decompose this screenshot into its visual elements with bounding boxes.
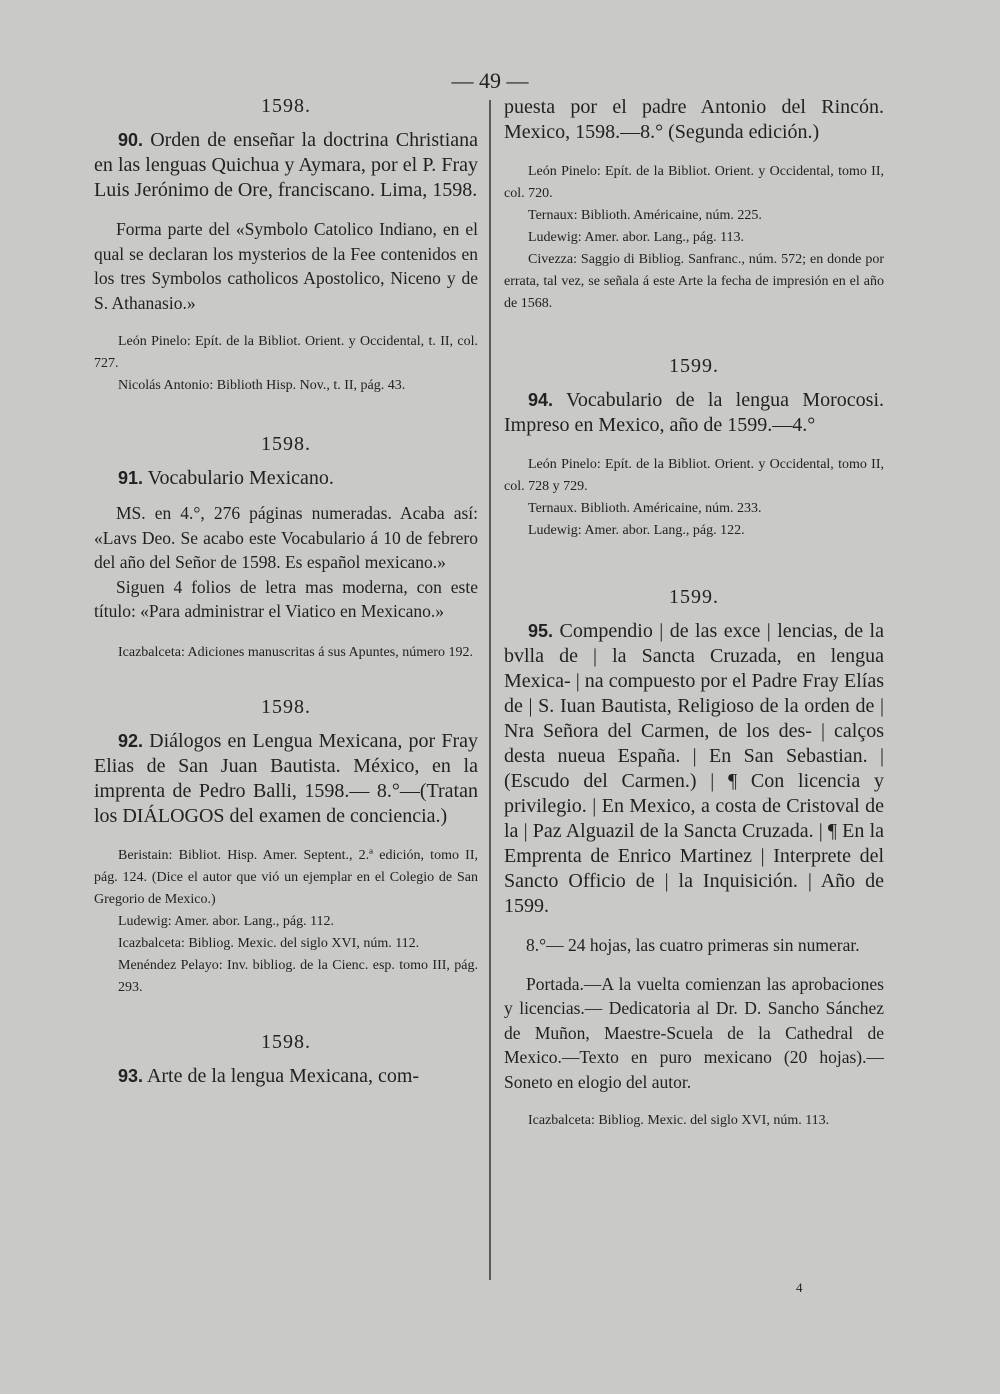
reference: Ludewig: Amer. abor. Lang., pág. 122. (528, 523, 745, 538)
entry-title: Compendio | de las exce | lencias, de la bvlla de | la Sancta Cruzada, en lengua Mexica- | na compuesto por el Padre Fray Elías de | S. Iuan Bautista, Religioso de la orden de | Nra Señora del Carmen, de los des- | calços desta nueua España. | En San Sebastian. | (Escudo del Carmen.) | ¶ Con licencia y privilegio. | En Mexico, a costa de Cristoval de la | Paz Alguazil de la Sancta Cruzada. | ¶ En la Emprenta de Enrico Martinez | Interprete del Sancto Officio de | la Inquisición. | Año de 1599. (504, 620, 884, 917)
year-heading: 1598. (261, 433, 311, 455)
entry-description: Forma parte del «Symbolo Catolico Indiano, en el qual se declaran los mysterios de la Fee contenidos en los tres Symbolos catholicos Apostolico, Niceno y de S. Athanasio.» (94, 219, 478, 313)
entry-title: Vocabulario de la lengua Morocosi. Impreso en Mexico, año de 1599.—4.° (504, 389, 884, 436)
signature-mark: 4 (796, 1280, 803, 1295)
year-heading: 1598. (261, 695, 311, 718)
entry-92 (94, 729, 478, 829)
right-column (504, 95, 884, 1132)
entry-number: 91. (118, 468, 144, 488)
entry-description: MS. en 4.°, 276 páginas numeradas. Acaba así: «Lavs Deo. Se acabo este Vocabulario á 10 de febrero del año del Señor de 1598. Es español mexicano.» (94, 503, 478, 572)
reference: Icazbalceta: Bibliog. Mexic. del siglo XVI, núm. 112. (118, 935, 420, 951)
entry-description: 8.°— 24 hojas, las cuatro primeras sin numerar. (526, 935, 860, 955)
reference: Icazbalceta: Bibliog. Mexic. del siglo XVI, núm. 113. (528, 1113, 830, 1128)
entry-title: Vocabulario Mexicano. (147, 467, 334, 489)
entry-description: Portada.—A la vuelta comienzan las aprobaciones y licencias.— Dedicatoria al Dr. D. Sancho Sánchez de Muñon, Maestre-Scuela de la Cathedral de Mexico.—Texto en puro mexicano (20 hojas).—Soneto en elogio del autor. (504, 973, 884, 1092)
reference: Beristain: Bibliot. Hisp. Amer. Septent., 2.ª edición, tomo II, pág. 124. (Dice el autor que vió un ejemplar en el Colegio de San Gregorio de Mexico.) (94, 847, 478, 907)
entry-description: Siguen 4 folios de letra mas moderna, con este título: «Para administrar el Viatico en Mexicano.» (94, 576, 478, 621)
column-divider (489, 100, 491, 1280)
entry-number: 90. (118, 130, 144, 150)
entry-93-continued: puesta por el padre Antonio del Rincón. Mexico, 1598.—8.° (Segunda edición.) (504, 96, 884, 143)
entry-title: Arte de la lengua Mexicana, com- (146, 1064, 420, 1087)
reference: Menéndez Pelayo: Inv. bibliog. de la Cienc. esp. tomo III, pág. 293. (118, 957, 478, 995)
entry-number: 94. (528, 390, 554, 410)
entry-94 (504, 388, 884, 438)
year-heading: 1599. (669, 586, 719, 608)
entry-title: Orden de enseñar la doctrina Christiana en las lenguas Quichua y Aymara, por el P. Fray Luis Jerónimo de Ore, franciscano. Lima, 1598. (94, 129, 479, 201)
reference: Nicolás Antonio: Biblioth Hisp. Nov., t. II, pág. 43. (118, 378, 406, 393)
reference: León Pinelo: Epít. de la Bibliot. Orient. y Occidental, tomo II, col. 720. (504, 164, 884, 201)
left-column (94, 95, 478, 1089)
reference: Ternaux: Biblioth. Américaine, núm. 225. (528, 208, 762, 223)
entry-95 (504, 619, 884, 919)
reference: Civezza: Saggio di Bibliog. Sanfranc., núm. 572; en donde por errata, tal vez, se señala á este Arte la fecha de impresión en el año de 1568. (504, 252, 884, 311)
entry-title: Diálogos en Lengua Mexicana, por Fray Elias de San Juan Bautista. México, en la imprenta de Pedro Balli, 1598.— 8.°—(Tratan los DIÁLOGOS del examen de conciencia.) (94, 729, 479, 827)
entry-number: 95. (528, 621, 554, 641)
reference: Ternaux. Biblioth. Américaine, núm. 233. (528, 501, 762, 516)
entry-number: 92. (118, 730, 144, 751)
reference: Icazbalceta: Adiciones manuscritas á sus Apuntes, número 192. (118, 644, 473, 660)
reference: Ludewig: Amer. abor. Lang., pág. 112. (118, 913, 335, 929)
reference: Ludewig: Amer. abor. Lang., pág. 113. (528, 230, 745, 245)
reference: León Pinelo: Epít. de la Bibliot. Orient. y Occidental, tomo II, col. 728 y 729. (504, 457, 884, 494)
entry-number: 93. (118, 1065, 144, 1086)
page-number: — 49 — (451, 68, 529, 93)
entry-91 (94, 466, 478, 491)
entry-93 (94, 1064, 478, 1089)
entry-90 (94, 128, 478, 203)
year-heading: 1598. (261, 95, 311, 117)
year-heading: 1599. (669, 355, 719, 377)
reference: León Pinelo: Epít. de la Bibliot. Orient. y Occidental, t. II, col. 727. (94, 334, 478, 371)
year-heading: 1598. (261, 1030, 311, 1053)
